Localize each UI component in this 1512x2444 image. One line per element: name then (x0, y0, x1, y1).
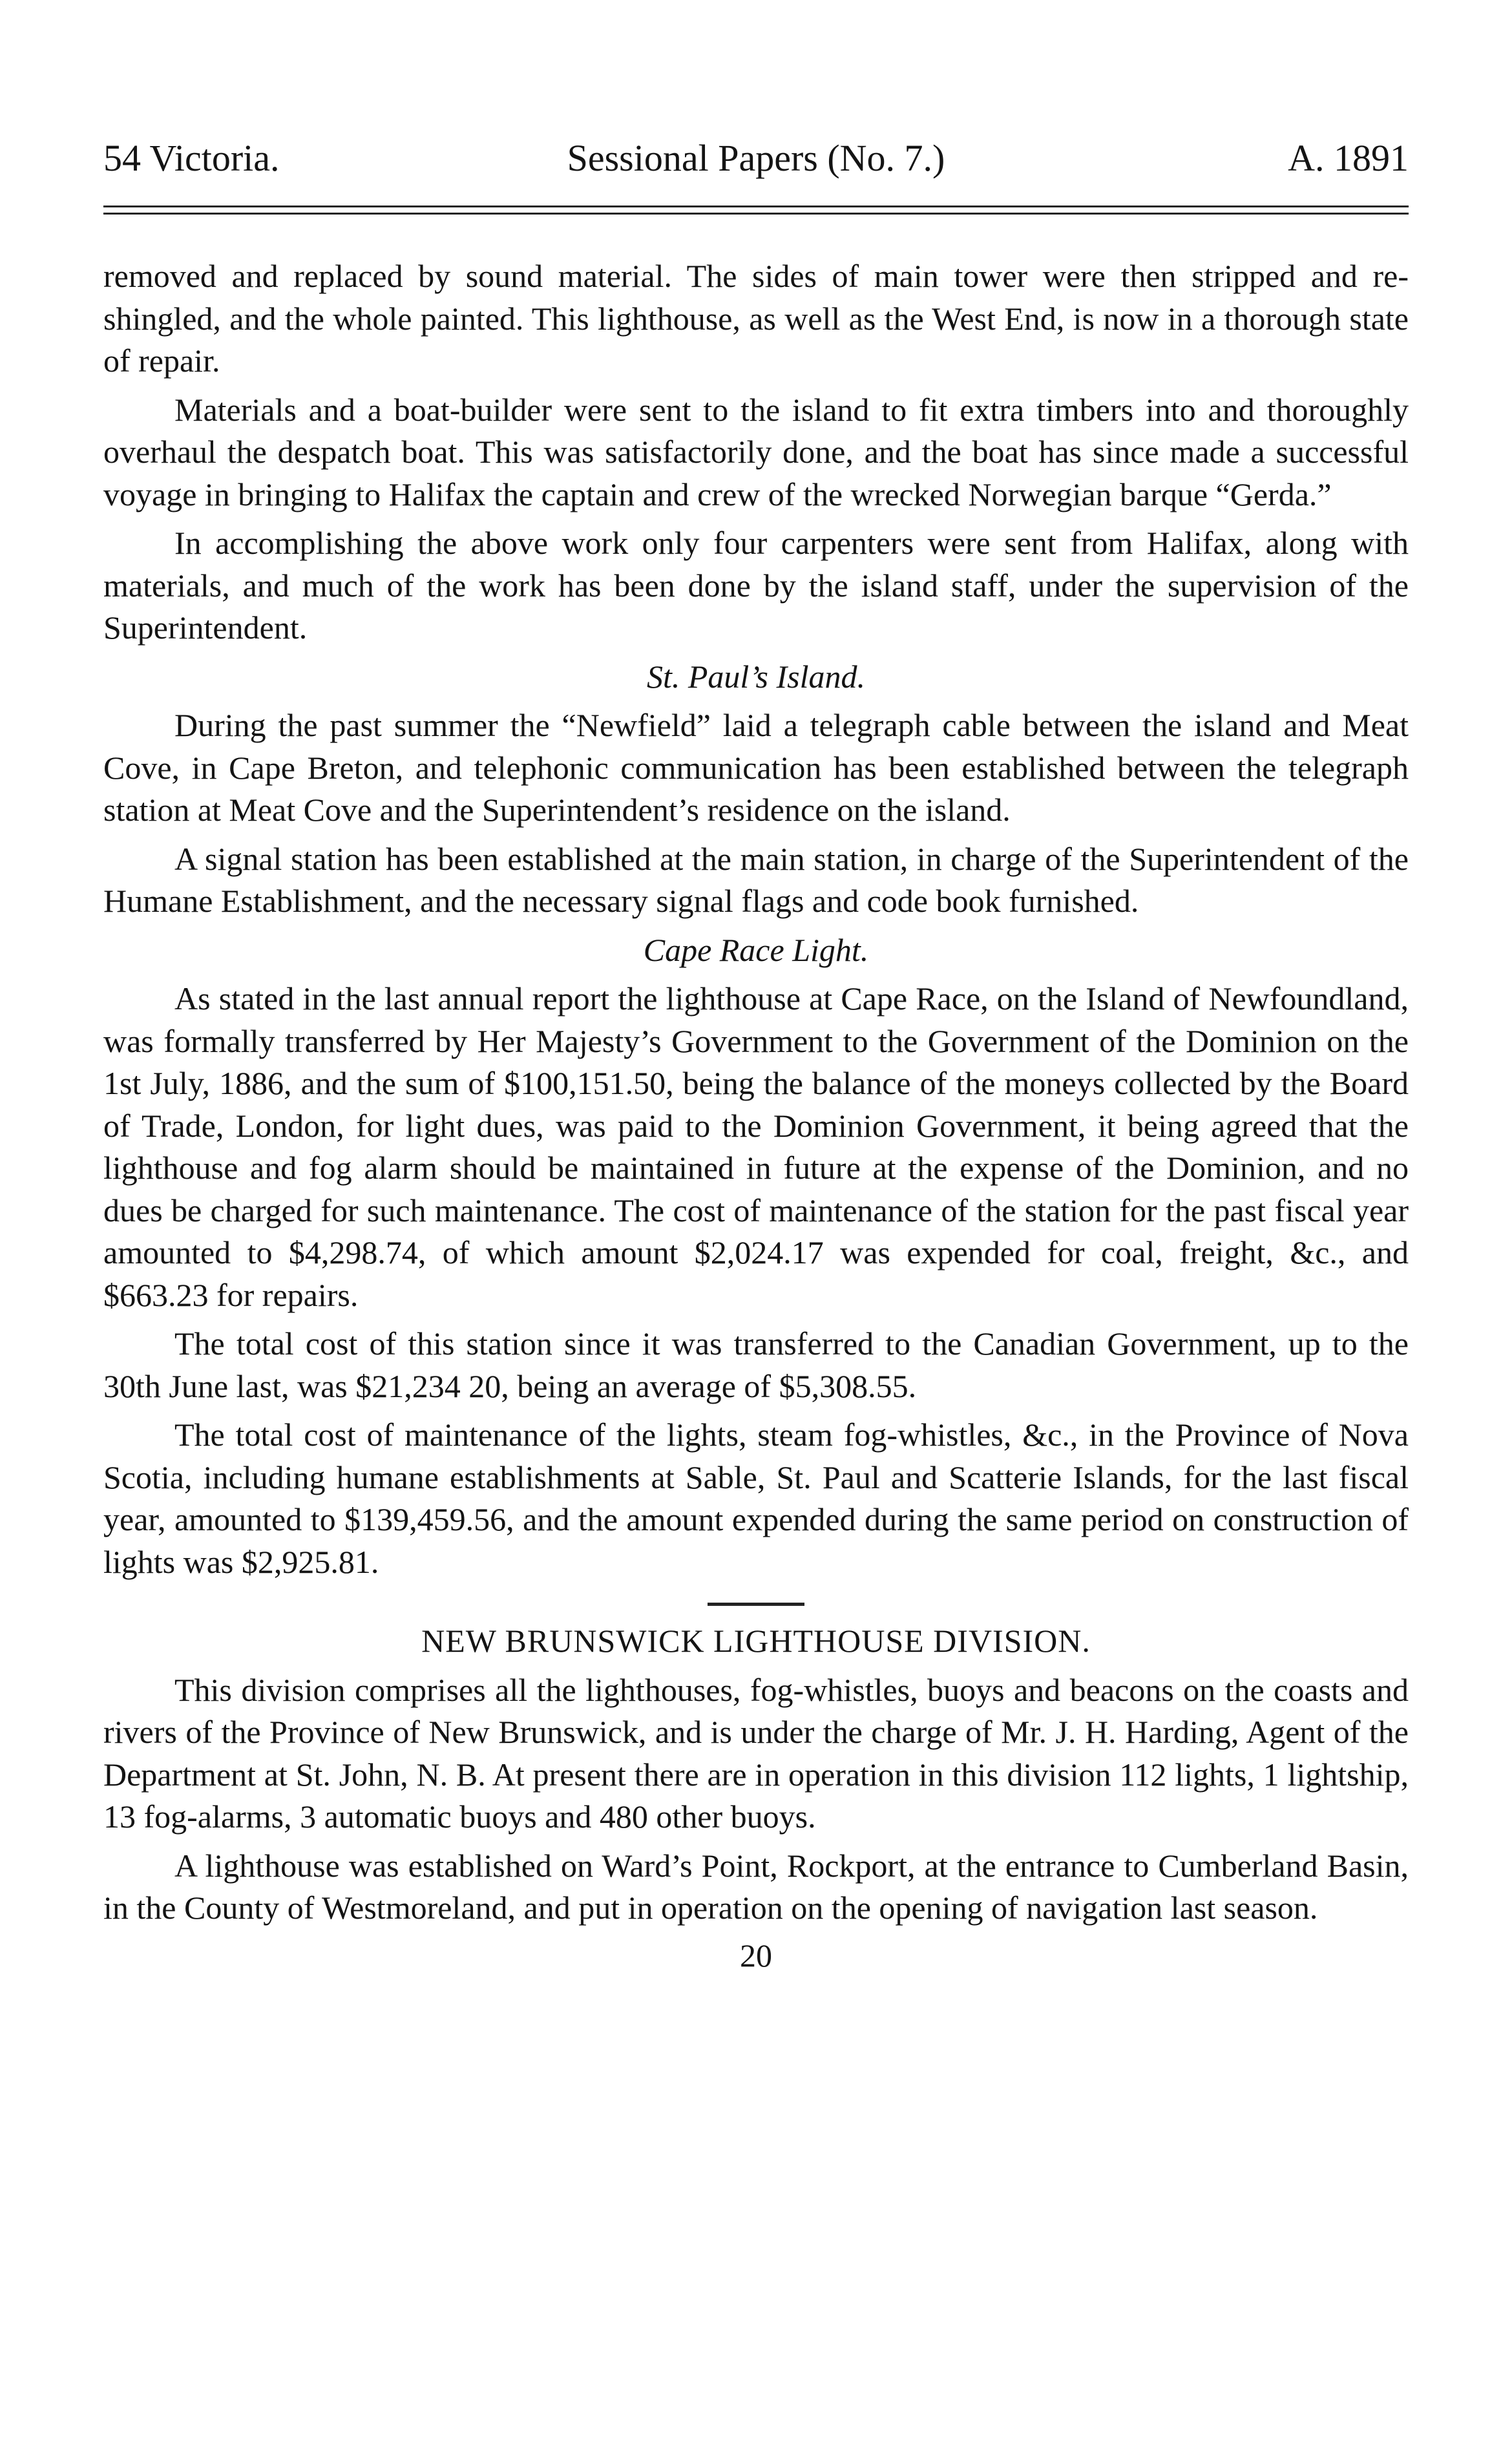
paragraph: removed and replaced by sound material. The sides of main tower were then stripped and re-shingled, and the whole painted. This lighthouse, as well as the West End, is now in a thorough state of repair. (103, 258, 1409, 379)
header-year: A. 1891 (1288, 137, 1409, 179)
paragraph: As stated in the last annual report the lighthouse at Cape Race, on the Island of Newfoundland, was formally transferred by Her Majesty’s Government to the Government of the Dominion on the 1st July, 1886, and the sum of $100,151.50, being the balance of the moneys collected by the Board of Trade, London, for light dues, was paid to the Dominion Government, it being agreed that the lighthouse and fog alarm should be maintained in future at the expense of the Dominion, and no dues be charged for such maintenance. The cost of maintenance of the station for the past fiscal year amounted to $4,298.74, of which amount $2,024.17 was expended for coal, freight, &c., and $663.23 for repairs. (103, 980, 1409, 1313)
paragraph: The total cost of maintenance of the lights, steam fog-whistles, &c., in the Province of Nova Scotia, including humane establishments at Sable, St. Paul and Scatterie Islands, for the last fiscal year, amounted to $139,459.56, and the amount expended during the same period on construction of lights was $2,925.81. (103, 1417, 1409, 1580)
section-divider (708, 1603, 804, 1606)
paragraph: In accomplishing the above work only four carpenters were sent from Halifax, along with materials, and much of the work has been done by the island staff, under the supervision of the Superintendent. (103, 525, 1409, 646)
paragraph: A lighthouse was established on Ward’s Point, Rockport, at the entrance to Cumberland Basin, in the County of Westmoreland, and put in operation on the opening of navigation last season. (103, 1847, 1409, 1926)
paragraph: A signal station has been established at the main station, in charge of the Superintendent of the Humane Establishment, and the necessary signal flags and code book furnished. (103, 840, 1409, 919)
header-volume: 54 Victoria. (103, 137, 280, 179)
subheading-st-pauls-island: St. Paul’s Island. (647, 658, 865, 695)
running-header (103, 129, 1409, 187)
header-title: Sessional Papers (No. 7.) (567, 137, 945, 179)
paragraph: During the past summer the “Newfield” laid a telegraph cable between the island and Meat Cove, in Cape Breton, and telephonic communication has been established between the telegraph station at Meat Cove and the Superintendent’s residence on the island. (103, 707, 1409, 828)
paragraph: Materials and a boat-builder were sent to the island to fit extra timbers into and thoroughly overhaul the despatch boat. This was satisfactorily done, and the boat has since made a successful voyage in bringing to Halifax the captain and crew of the wrecked Norwegian barque “Gerda.” (103, 391, 1409, 512)
section-title: NEW BRUNSWICK LIGHTHOUSE DIVISION. (421, 1623, 1091, 1659)
subheading-cape-race-light: Cape Race Light. (643, 931, 869, 968)
body-text (103, 255, 1409, 1977)
paragraph: The total cost of this station since it was transferred to the Canadian Government, up to the 30th June last, was $21,234 20, being an average of $5,308.55. (103, 1325, 1409, 1404)
paragraph: This division comprises all the lighthouses, fog-whistles, buoys and beacons on the coasts and rivers of the Province of New Brunswick, and is under the charge of Mr. J. H. Harding, Agent of the Department at St. John, N. B. At present there are in operation in this division 112 lights, 1 lightship, 13 fog-alarms, 3 automatic buoys and 480 other buoys. (103, 1671, 1409, 1835)
page-number: 20 (740, 1937, 772, 1974)
header-double-rule (103, 205, 1409, 215)
